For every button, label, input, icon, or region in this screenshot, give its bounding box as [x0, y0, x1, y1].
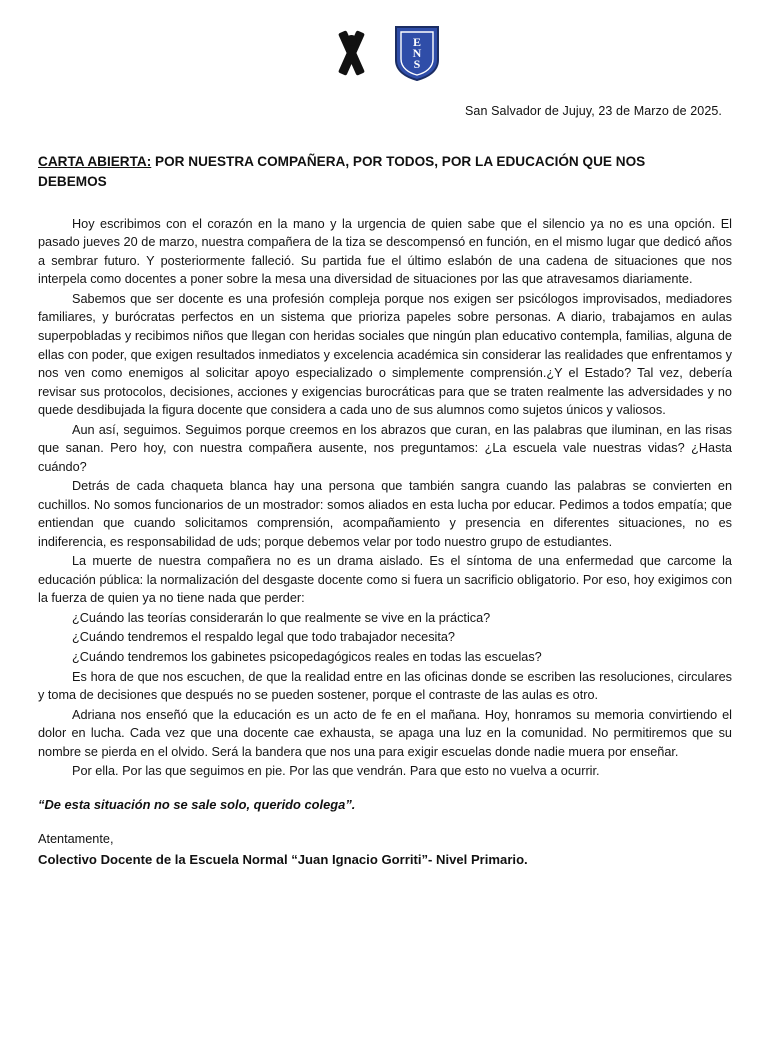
- page-title: [38, 152, 732, 193]
- demand-question: ¿Cuándo tendremos los gabinetes psicopedagógicos reales en todas las escuelas?: [72, 650, 542, 664]
- black-mourning-ribbon-icon: [330, 27, 372, 79]
- title-rest-part: POR NUESTRA COMPAÑERA, POR TODOS, POR LA EDUCACIÓN QUE NOS DEBEMOS: [38, 154, 646, 190]
- svg-text:N: N: [412, 46, 422, 60]
- paragraph: Sabemos que ser docente es una profesión compleja porque nos exigen ser psicólogos improvisados, mediadores familiares, y burócratas perfectos en un sistema que prioriza papeles sobre personas. A diario, trabajamos en aulas superpobladas y recibimos niños que llegan con heridas sociales que ningún plan educativo contempla, familias, alguna de ellas con poder, que exigen resultados inmediatos y excelencia académica sin considerar las realidades que enfrentamos y nos ven como enemigos al solicitar apoyo especializado o simplemente comprensión.¿Y el Estado? Tal vez, debería revisar sus protocolos, decisiones, acciones y exigencias burocráticas para que se traten realmente las adversidades y no quede desdibujada la figura docente que considera a cada uno de sus alumnos como sujetos únicos y valiosos.: [38, 291, 732, 418]
- svg-text:E: E: [412, 35, 422, 49]
- paragraph: Adriana nos enseñó que la educación es un acto de fe en el mañana. Hoy, honramos su memoria convirtiendo el dolor en lucha. Cada vez que una docente cae exhausta, se apaga una luz en la comunidad. No permitiremos que su nombre se pierda en el olvido. Será la bandera que nos una para exigir escuelas donde nadie muera por enseñar.: [38, 707, 732, 759]
- letter-body: [38, 215, 732, 781]
- svg-text:S: S: [413, 57, 421, 71]
- ribbon-knot: [346, 35, 357, 46]
- title-underlined-part: CARTA ABIERTA:: [38, 154, 152, 169]
- demand-question: ¿Cuándo tendremos el respaldo legal que todo trabajador necesita?: [72, 630, 455, 645]
- paragraph: Detrás de cada chaqueta blanca hay una persona que también sangra cuando las palabras se convierten en cuchillos. No somos funcionarios de un mostrador: somos aliados en esta lucha por educar. Pedimos a todos empatía; que entiendan que cuando solicitamos comprensión, acompañamiento y presencia en diferentes situaciones, no es indiferencia, es responsabilidad de uds; porque debemos velar por todo nuestro grupo de estudiantes.: [38, 479, 732, 549]
- paragraph: Hoy escribimos con el corazón en la mano y la urgencia de quien sabe que el silencio ya no es una opción. El pasado jueves 20 de marzo, nuestra compañera de la tiza se descompensó en función, en el mismo lugar que dedicó años a sembrar futuro. Y posteriormente falleció. Su partida fue el último eslabón de una cadena de situaciones que nos interpela como docentes a poner sobre la mesa una diversidad de situaciones por las que atravesamos diariamente.: [38, 216, 732, 287]
- demand-question: ¿Cuándo las teorías considerarán lo que realmente se vive en la práctica?: [72, 610, 491, 625]
- signature-line: Colectivo Docente de la Escuela Normal “Juan Ignacio Gorriti”- Nivel Primario.: [38, 851, 528, 867]
- closing-quote: “De esta situación no se sale solo, querido colega”.: [38, 796, 356, 812]
- school-crest-icon: [394, 24, 440, 82]
- header-emblems: [38, 0, 732, 82]
- paragraph: Aun así, seguimos. Seguimos porque creemos en los abrazos que curan, en las palabras que iluminan, en las risas que sanan. Pero hoy, con nuestra compañera ausente, nos preguntamos: ¿La escuela vale nuestras vidas? ¿Hasta cuándo?: [38, 422, 732, 474]
- paragraph: La muerte de nuestra compañera no es un drama aislado. Es el síntoma de una enfermedad que carcome la educación pública: la normalización del desgaste docente como si fuera un sacrificio obligatorio. Por eso, hoy exigimos con la fuerza de quien ya no tiene nada que perder:: [38, 554, 732, 606]
- paragraph: Es hora de que nos escuchen, de que la realidad entre en las oficinas donde se escriben las resoluciones, circulares y toma de decisiones que después no se pueden sostener, porque el contraste de las aulas es otro.: [38, 669, 732, 703]
- sign-off: Atentamente,: [38, 831, 114, 846]
- place-and-date: San Salvador de Jujuy, 23 de Marzo de 2025.: [464, 104, 722, 118]
- paragraph: Por ella. Por las que seguimos en pie. Por las que vendrán. Para que esto no vuelva a ocurrir.: [72, 764, 600, 779]
